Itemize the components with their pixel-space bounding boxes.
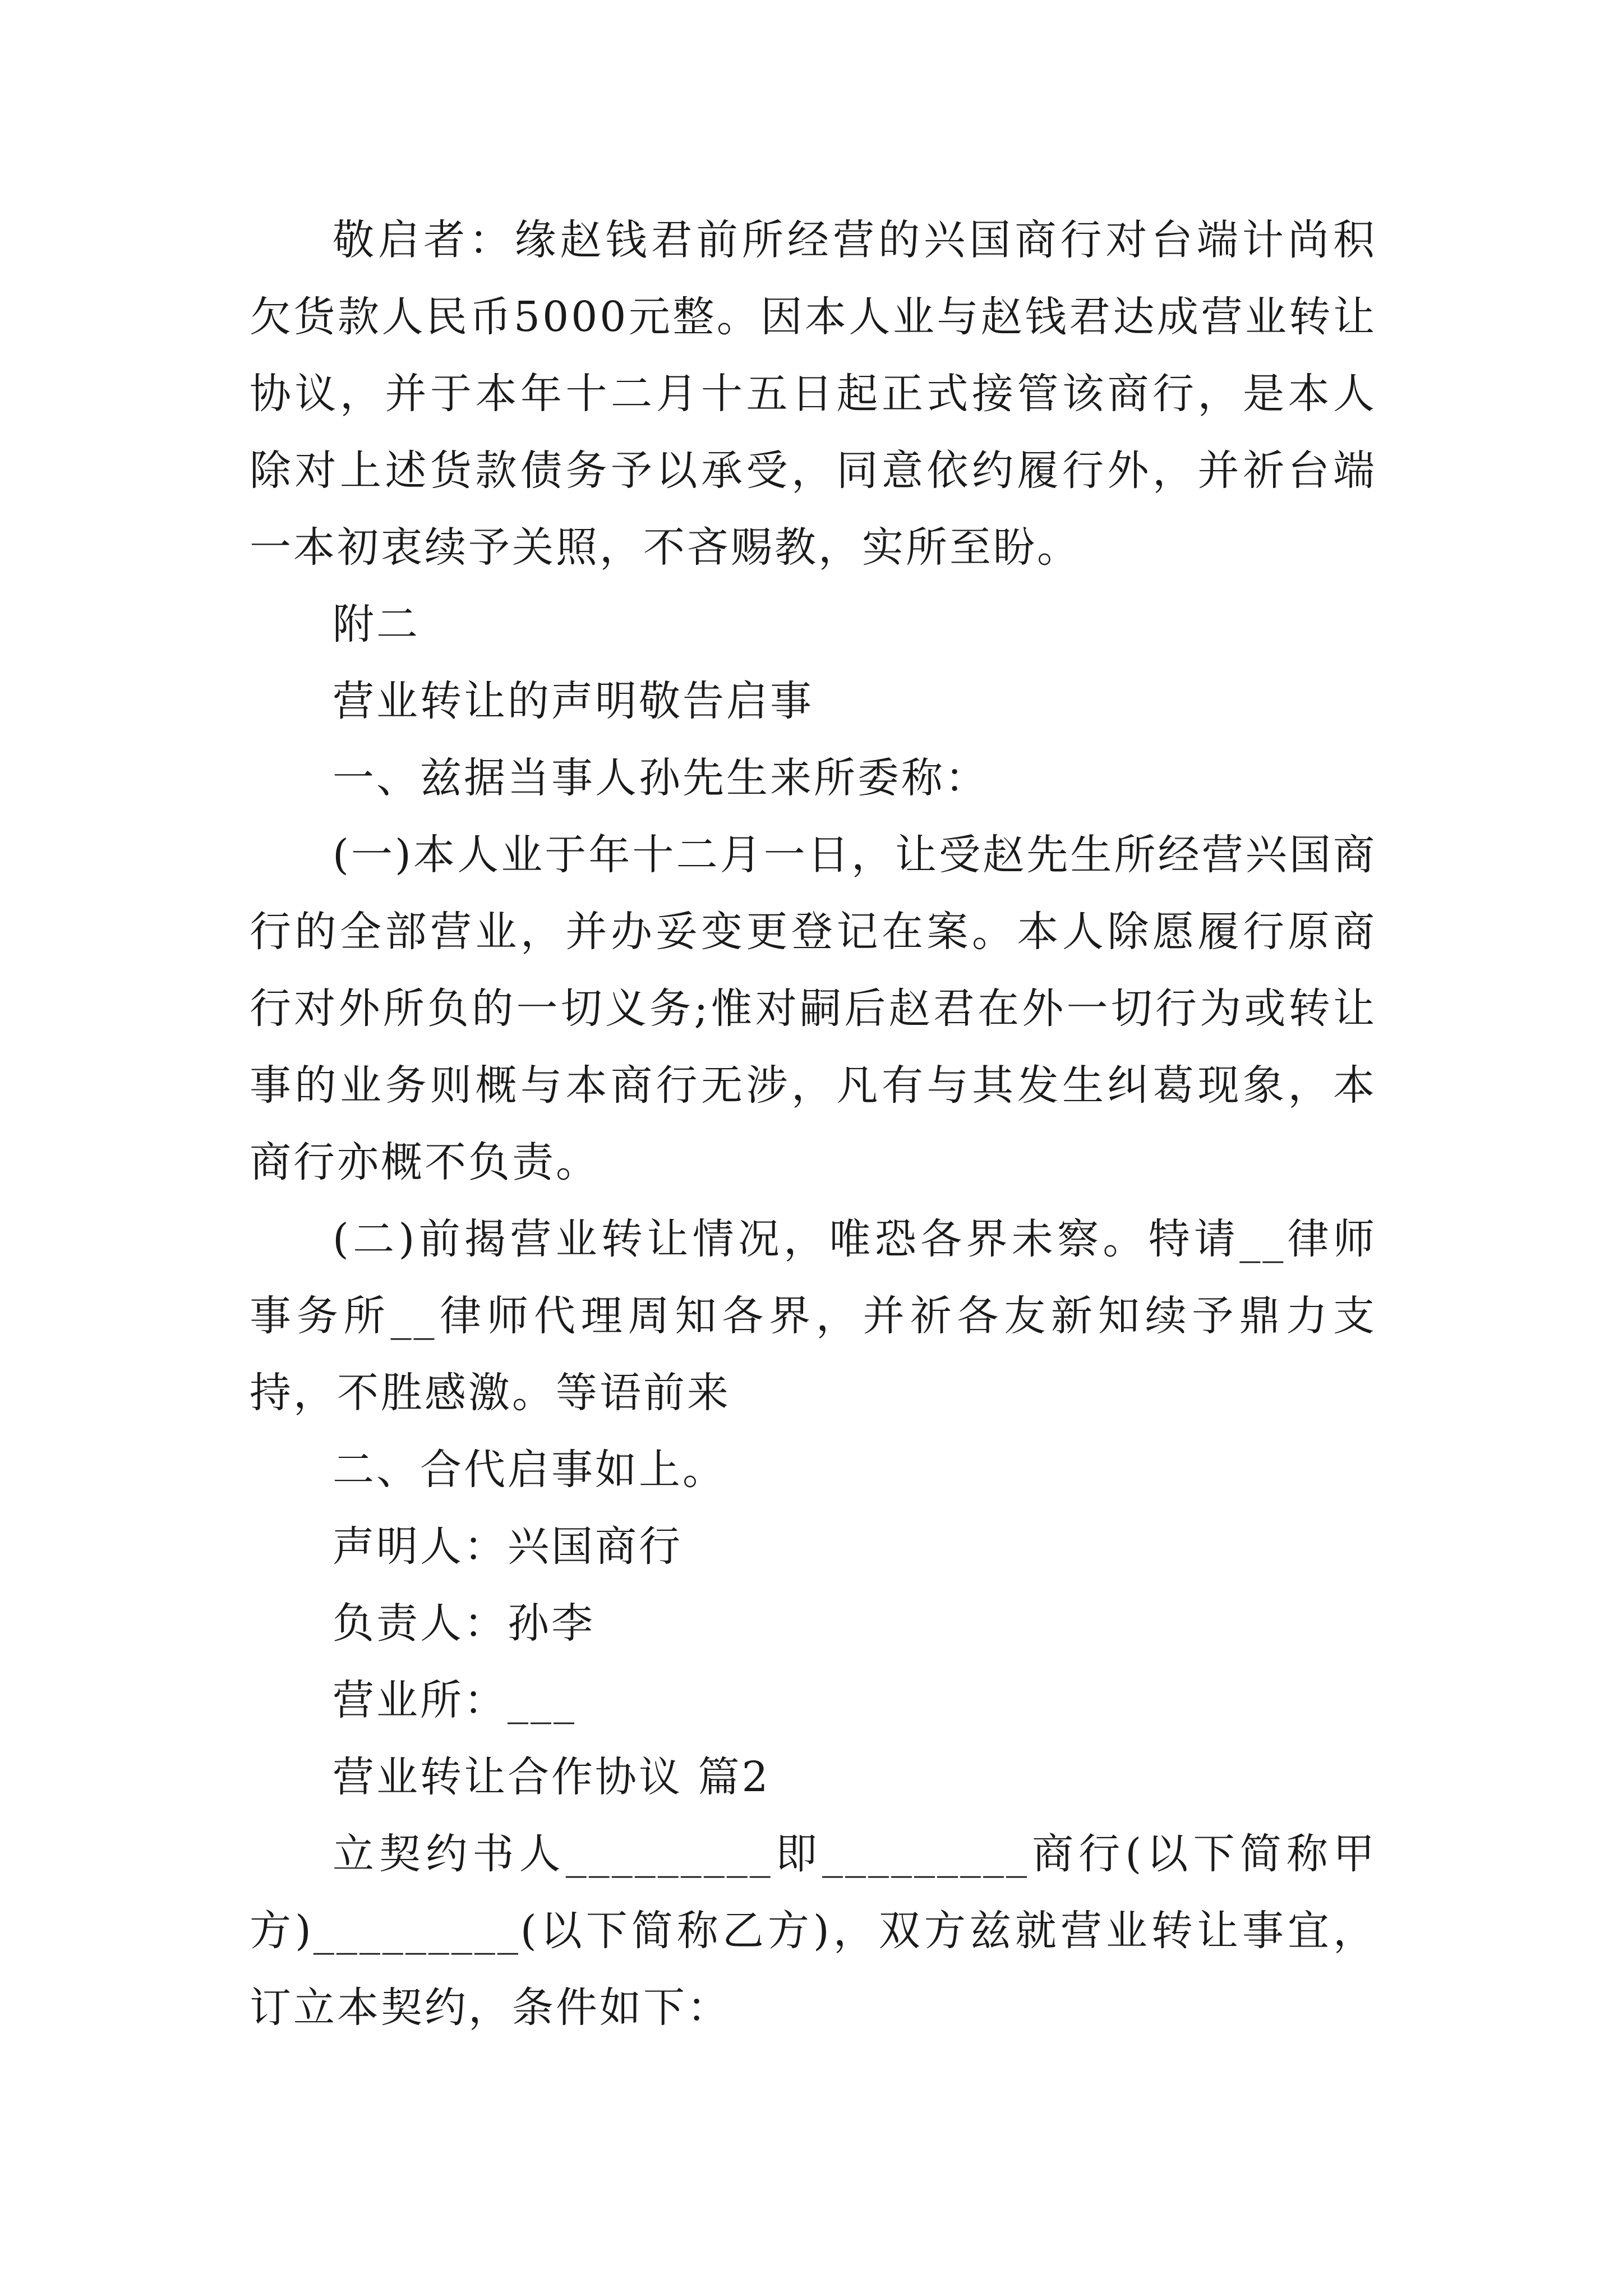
- paragraph-notice: 敬启者：缘赵钱君前所经营的兴国商行对台端计尚积欠货款人民币5000元整。因本人业与赵钱君达成营业转让协议，并于本年十二月十五日起正式接管该商行，是本人除对上述货款债务予以承受，同意依约履行外，并祈台端一本初衷续予关照，不吝赐教，实所至盼。: [250, 216, 1377, 572]
- section-two: 二、合代启事如上。: [333, 1446, 726, 1494]
- document-body: [250, 202, 1377, 2046]
- statement-title: 营业转让的声明敬告启事: [333, 677, 814, 725]
- agreement-heading: 营业转让合作协议 篇2: [333, 1753, 771, 1801]
- section-one-intro: 一、兹据当事人孙先生来所委称：: [333, 754, 989, 802]
- declarant-line: 声明人：兴国商行: [333, 1522, 683, 1571]
- appendix-heading: 附二: [333, 600, 420, 648]
- paragraph-clause-one: (一)本人业于年十二月一日，让受赵先生所经营兴国商行的全部营业，并办妥变更登记在案。本人除愿履行原商行对外所负的一切义务;惟对嗣后赵君在外一切行为或转让事的业务则概与本商行无涉，凡有与其发生纠葛现象，本商行亦概不负责。: [250, 831, 1377, 1186]
- paragraph-clause-two: (二)前揭营业转让情况，唯恐各界未察。特请__律师事务所__律师代理周知各界，并祈各友新知续予鼎力支持，不胜感激。等语前来: [250, 1215, 1377, 1417]
- paragraph-contract-intro: 立契约书人_________即_________商行(以下简称甲方)_________(以下简称乙方)，双方兹就营业转让事宜，订立本契约，条件如下：: [250, 1830, 1377, 2032]
- business-office-line: 营业所：___: [333, 1676, 577, 1724]
- responsible-person-line: 负责人：孙李: [333, 1599, 595, 1648]
